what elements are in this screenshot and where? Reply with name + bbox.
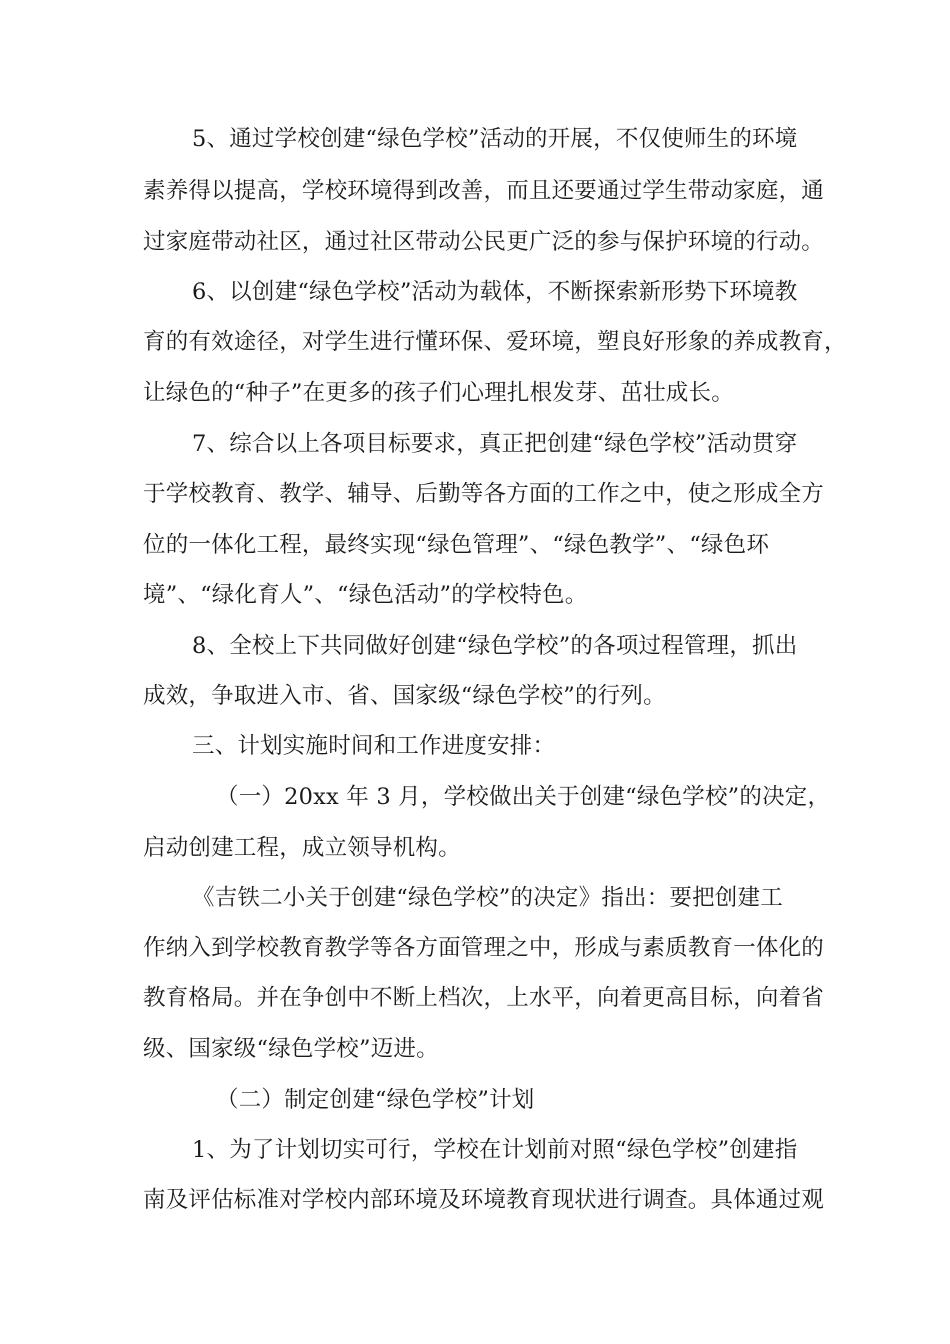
subsection-2-heading: （二）制定创建“绿色学校”计划 [216,1087,535,1113]
subsection-1-line-2: 启动创建工程，成立领导机构。 [143,835,461,861]
paragraph-5-line-2: 素养得以提高，学校环境得到改善，而且还要通过学生带动家庭，通 [143,178,825,204]
paragraph-6-line-1: 6、以创建“绿色学校”活动为载体，不断探索新形势下环境教 [192,279,798,305]
paragraph-8-line-2: 成效，争取进入市、省、国家级“绿色学校”的行列。 [143,683,666,709]
paragraph-7-line-3: 位的一体化工程，最终实现“绿色管理”、“绿色教学”、“绿色环 [143,532,770,558]
decision-paragraph-line-1: 《吉铁二小关于创建“绿色学校”的决定》指出：要把创建工 [192,885,783,911]
paragraph-6-line-2: 育的有效途径，对学生进行懂环保、爱环境，塑良好形象的养成教育， [143,329,847,355]
subsection-1-line-1: （一）20xx 年 3 月，学校做出关于创建“绿色学校”的决定， [216,784,831,810]
decision-paragraph-line-4: 级、国家级“绿色学校”迈进。 [143,1036,439,1062]
section-3-heading: 三、计划实施时间和工作进度安排： [192,733,556,759]
decision-paragraph-line-2: 作纳入到学校教育教学等各方面管理之中，形成与素质教育一体化的 [143,935,825,961]
paragraph-5-line-1: 5、通过学校创建“绿色学校”活动的开展，不仅使师生的环境 [192,126,798,152]
plan-item-1-line-1: 1、为了计划切实可行，学校在计划前对照“绿色学校”创建指 [192,1137,798,1163]
paragraph-8-line-1: 8、全校上下共同做好创建“绿色学校”的各项过程管理，抓出 [192,633,798,659]
decision-paragraph-line-3: 教育格局。并在争创中不断上档次，上水平，向着更高目标，向着省 [143,985,825,1011]
paragraph-5-line-3: 过家庭带动社区，通过社区带动公民更广泛的参与保护环境的行动。 [143,229,825,255]
paragraph-7-line-4: 境”、“绿化育人”、“绿色活动”的学校特色。 [143,582,588,608]
plan-item-1-line-2: 南及评估标准对学校内部环境及环境教育现状进行调查。具体通过观 [143,1187,825,1213]
paragraph-6-line-3: 让绿色的“种子”在更多的孩子们心理扎根发芽、茁壮成长。 [143,380,734,406]
paragraph-7-line-2: 于学校教育、教学、辅导、后勤等各方面的工作之中，使之形成全方 [143,481,825,507]
paragraph-7-line-1: 7、综合以上各项目标要求，真正把创建“绿色学校”活动贯穿 [192,431,798,457]
